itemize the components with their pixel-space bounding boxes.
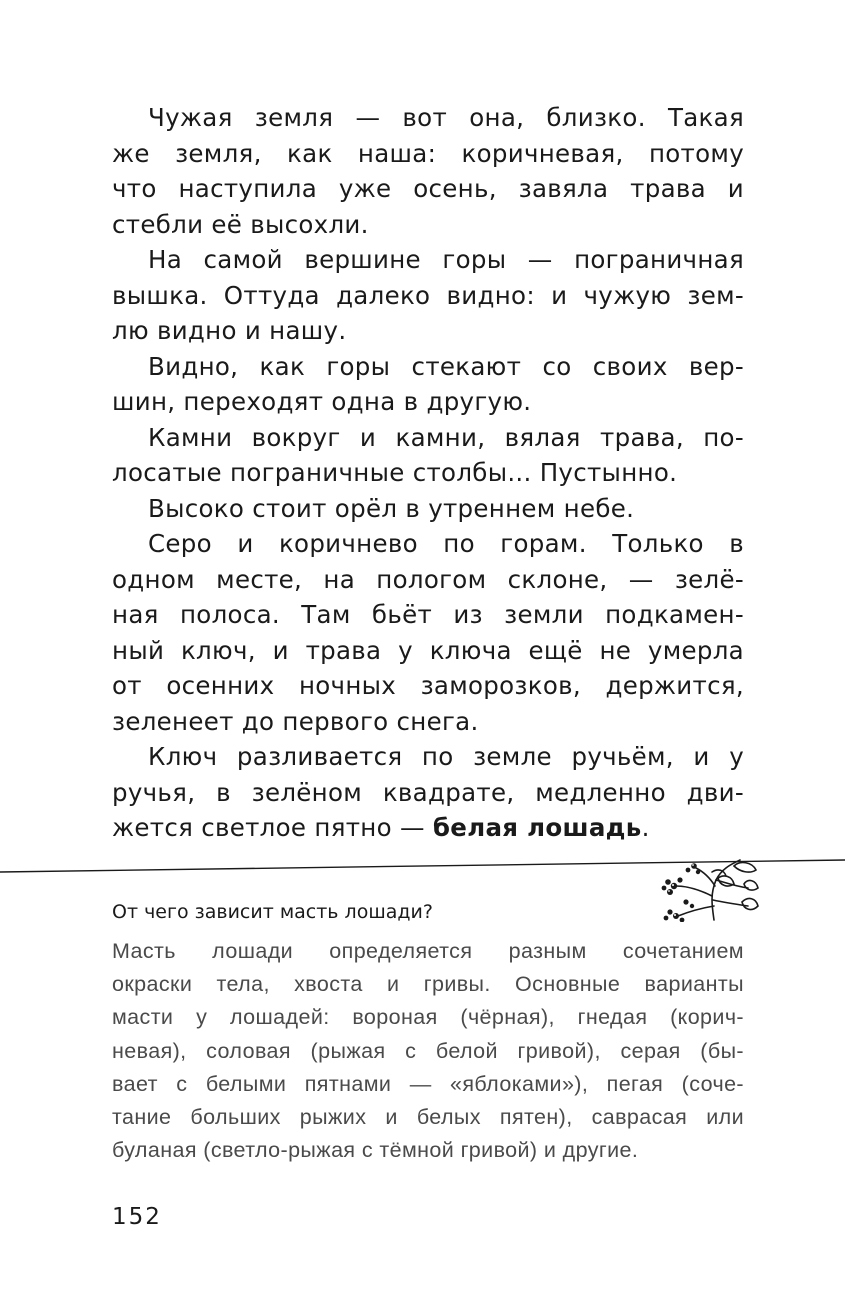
sidebar-line: буланая (светло-рыжая с тёмной гривой) и другие. <box>112 1138 639 1163</box>
text-line: Камни вокруг и камни, вялая трава, по- <box>148 422 744 452</box>
text-line: Видно, как горы стекают со своих вер- <box>148 351 744 381</box>
final-line-prefix: жется светлое пятно — <box>112 813 433 842</box>
sidebar-line: тание больших рыжих и белых пятен), саврасая или <box>112 1105 744 1130</box>
final-line-suffix: . <box>641 813 650 842</box>
text-line: На самой вершине горы — пограничная <box>148 245 744 274</box>
text-line: лосатые пограничные столбы... Пустынно. <box>112 458 678 487</box>
text-line: ный ключ, и трава у ключа ещё не умерла <box>112 635 744 665</box>
text-line: ная полоса. Там бьёт из земли подкамен- <box>112 600 744 629</box>
sidebar-line: вает с белыми пятнами — «яблоками»), пегая (соче- <box>112 1071 744 1096</box>
text-line: стебли её высохли. <box>112 209 369 239</box>
text-line: вышка. Оттуда далеко видно: и чужую зем- <box>112 280 744 310</box>
sidebar-line: масти у лошадей: вороная (чёрная), гнедая (корич- <box>112 1005 744 1030</box>
sidebar-line: Масть лошади определяется разным сочетанием <box>112 939 744 963</box>
text-line: Ключ разливается по земле ручьём, и у <box>148 742 744 771</box>
text-line-final <box>112 810 744 846</box>
page-number: 152 <box>112 1204 162 1230</box>
text-line: от осенних ночных заморозков, держится, <box>112 671 744 700</box>
sidebar-line: невая), соловая (рыжая с белой гривой), серая (бы- <box>112 1038 744 1063</box>
branch-with-berries-icon <box>652 856 760 922</box>
sidebar-line: окраски тела, хвоста и гривы. Основные варианты <box>112 972 744 997</box>
text-line: Серо и коричнево по горам. Только в <box>148 529 744 558</box>
sidebar-title: От чего зависит масть лошади? <box>112 901 433 923</box>
text-line: шин, переходят одна в другую. <box>112 387 532 416</box>
text-line: лю видно и нашу. <box>112 316 347 345</box>
highlight-white-horse: белая лошадь <box>432 813 642 842</box>
text-line: одном месте, на пологом склоне, — зелё- <box>112 564 744 594</box>
sidebar-text <box>112 935 744 1167</box>
text-line: зеленеет до первого снега. <box>112 706 479 736</box>
text-line: что наступила уже осень, завяла трава и <box>112 174 744 203</box>
text-line: ручья, в зелёном квадрате, медленно дви- <box>112 777 744 807</box>
text-line: же земля, как наша: коричневая, потому <box>112 138 744 168</box>
text-line: Чужая земля — вот она, близко. Такая <box>148 103 744 132</box>
text-line: Высоко стоит орёл в утреннем небе. <box>148 493 635 523</box>
main-text <box>112 100 744 846</box>
